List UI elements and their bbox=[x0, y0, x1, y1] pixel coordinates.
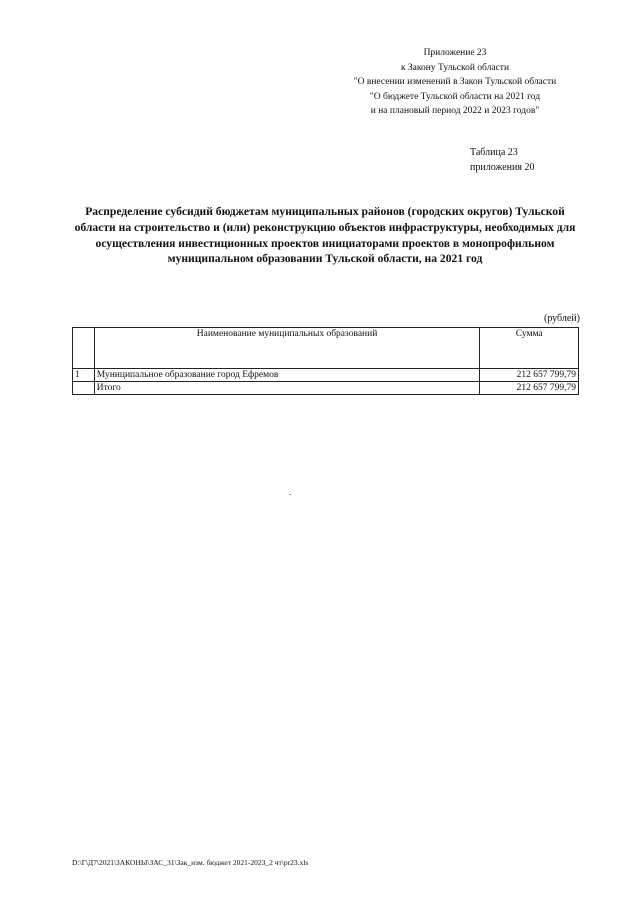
total-number-cell bbox=[73, 382, 95, 395]
subsidy-table bbox=[72, 327, 579, 395]
row-number-cell: 1 bbox=[73, 369, 95, 382]
total-label-cell: Итого bbox=[94, 382, 480, 395]
appendix-header bbox=[330, 46, 580, 119]
table-ref-line: Таблица 23 bbox=[470, 147, 518, 158]
appendix-line: к Закону Тульской области bbox=[400, 62, 510, 73]
appendix-line: Приложение 23 bbox=[423, 48, 487, 58]
appendix-line: "О внесении изменений в Закон Тульской области bbox=[353, 77, 557, 87]
total-row bbox=[73, 382, 579, 395]
units-label: (рублей) bbox=[543, 313, 580, 324]
scan-speck bbox=[289, 494, 291, 495]
appendix-line: "О бюджете Тульской области на 2021 год bbox=[369, 91, 541, 102]
file-path-footer: D:\Г\Д7\2021\ЗАКОНЫ\ЗАС_31\Зак_изм. бюджет 2021-2023_2 чт\pr23.xls bbox=[72, 858, 309, 867]
appendix-line: и на плановый период 2022 и 2023 годов" bbox=[370, 106, 540, 116]
row-name-cell: Муниципальное образование город Ефремов bbox=[94, 369, 480, 382]
header-name-cell: Наименование муниципальных образований bbox=[94, 328, 480, 369]
header-sum-cell: Сумма bbox=[480, 328, 579, 369]
table-row bbox=[73, 369, 579, 382]
table-header-row bbox=[73, 328, 579, 369]
table-ref-line: приложения 20 bbox=[470, 161, 535, 173]
row-sum-cell: 212 657 799,79 bbox=[480, 369, 579, 382]
document-title: Распределение субсидий бюджетам муниципальных районов (городских округов) Тульской области на строительство и (или) реконструкцию объектов инфраструктуры, необходимых для осуществления инвестиционных проектов инициаторами проектов в монопрофильном муниципальном образовании Тульской области, на 2021 год bbox=[74, 205, 576, 266]
total-sum-cell: 212 657 799,79 bbox=[480, 382, 579, 395]
table-reference bbox=[470, 146, 570, 175]
header-number-cell bbox=[73, 328, 95, 369]
